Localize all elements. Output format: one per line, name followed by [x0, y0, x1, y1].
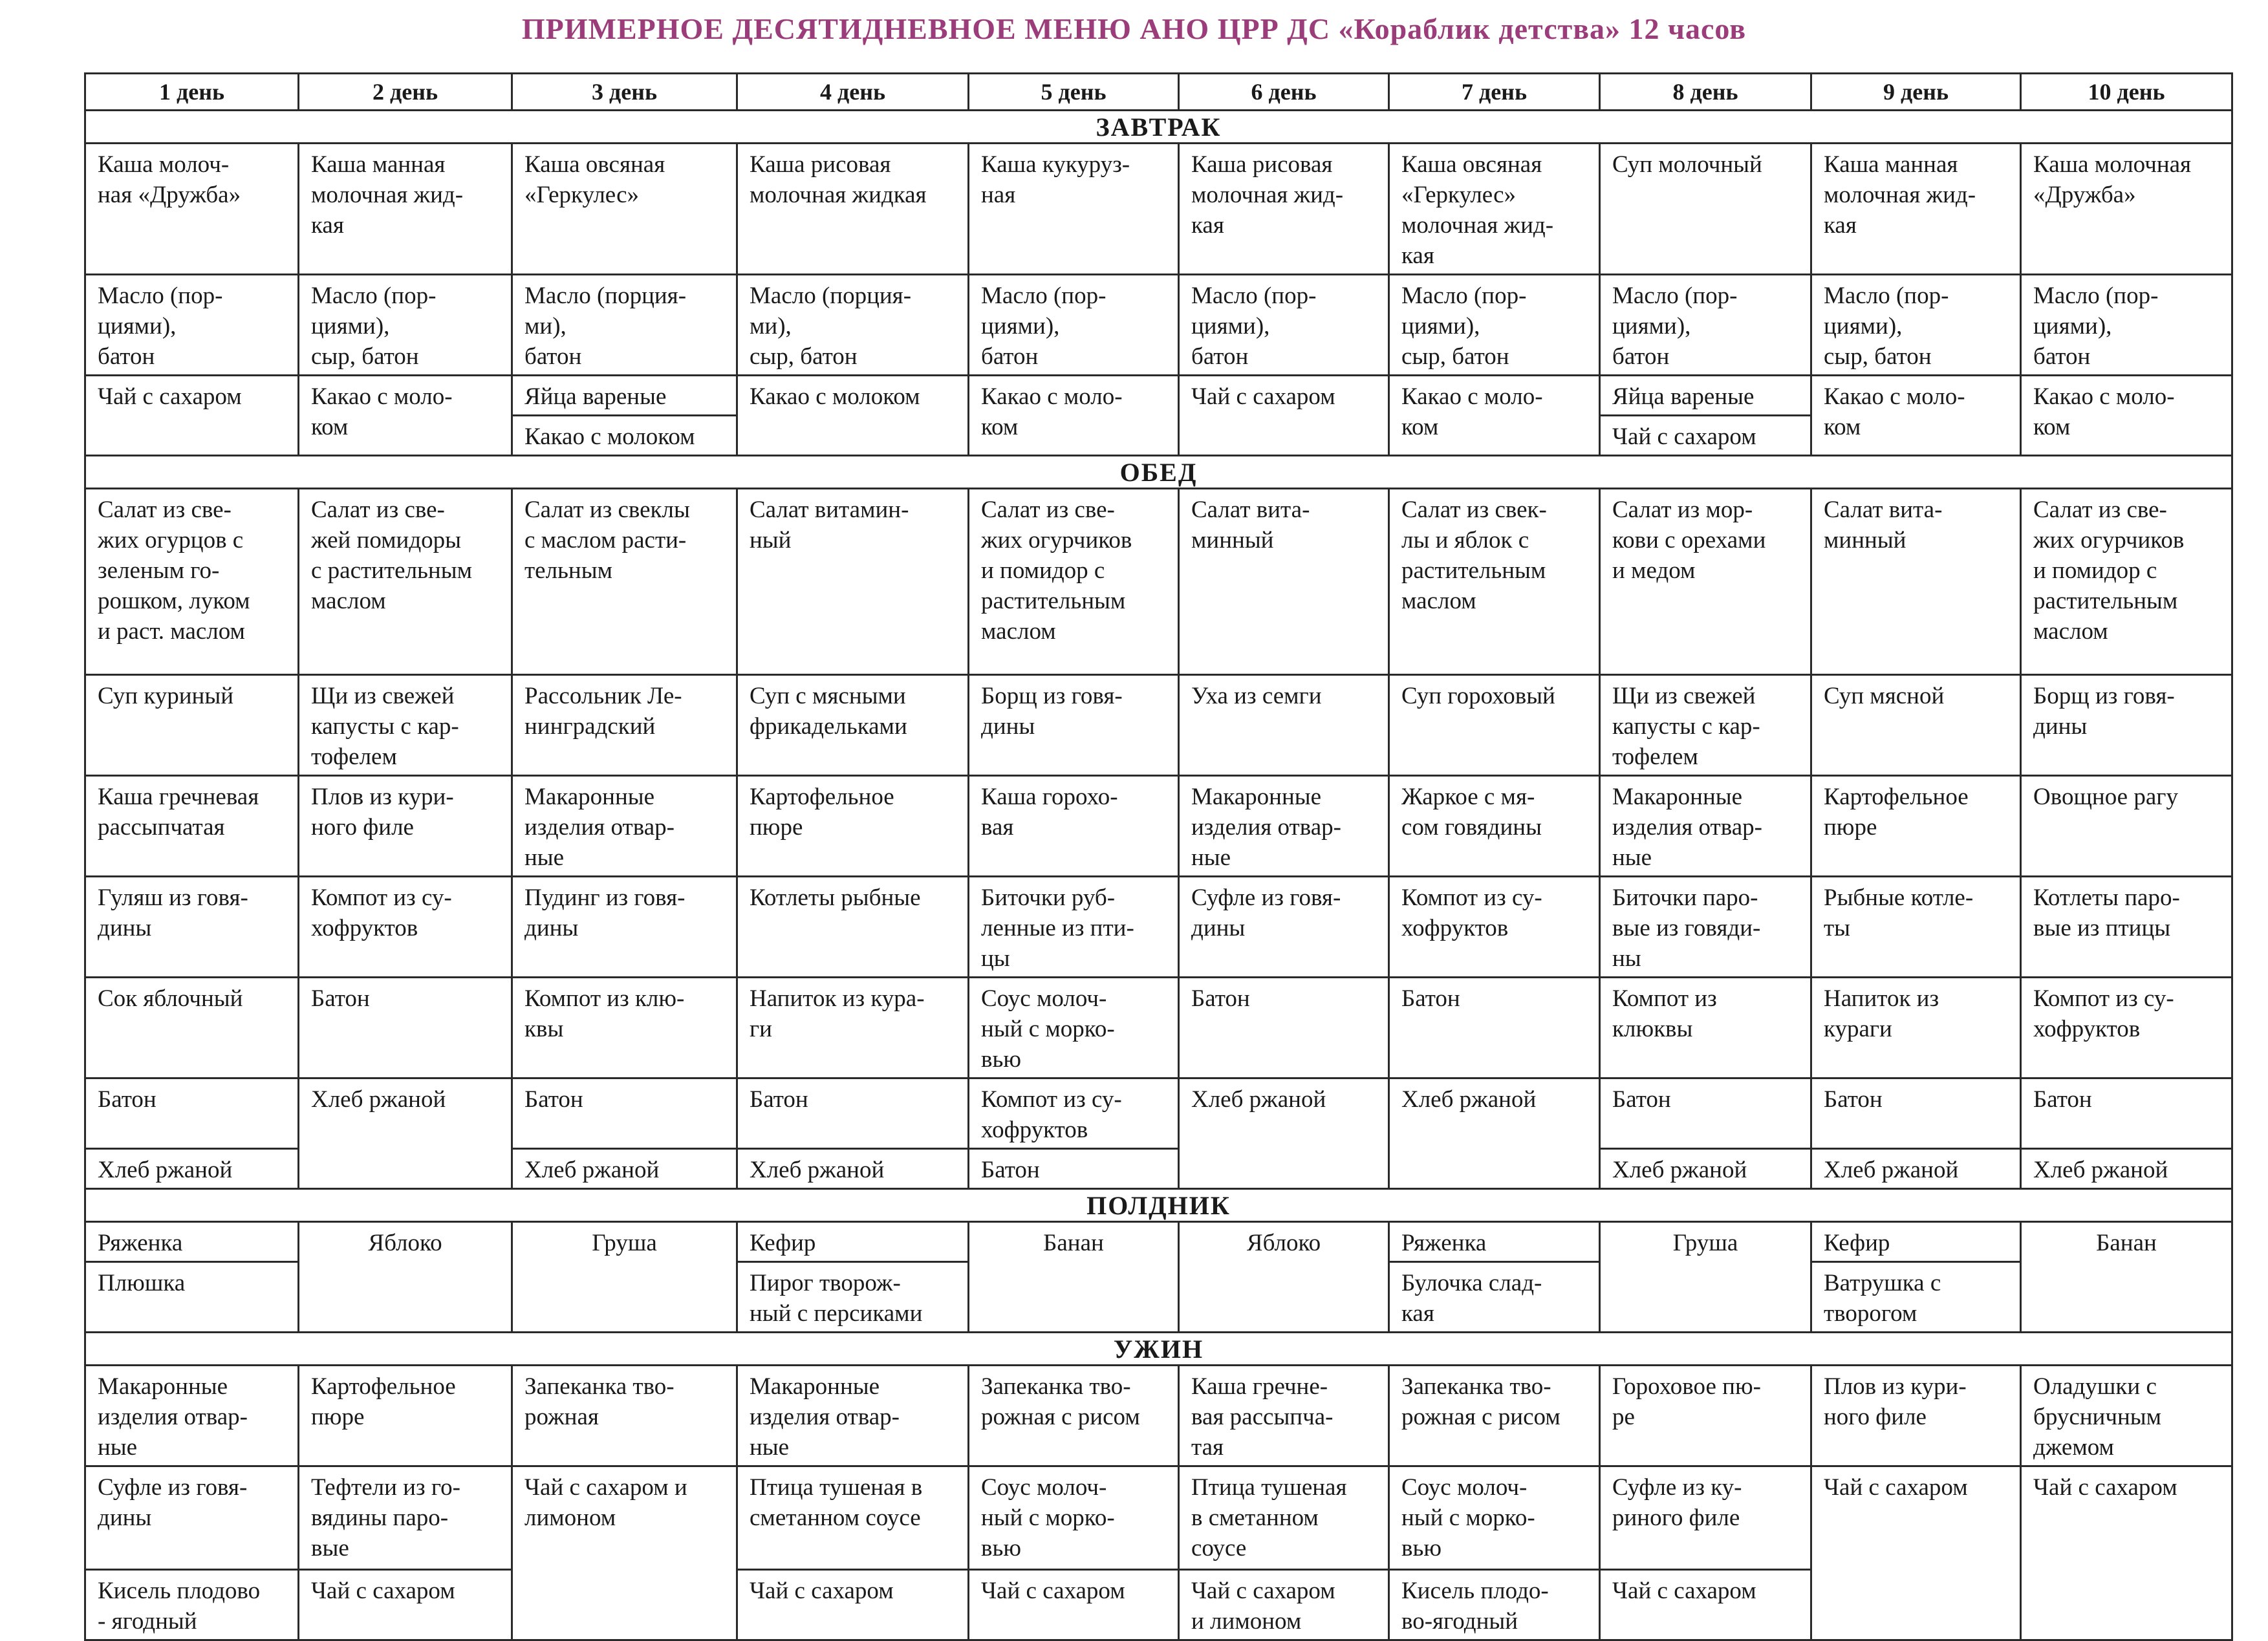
day-header: 3 день: [512, 74, 737, 111]
menu-cell: Чай с сахаром: [1600, 416, 1811, 456]
menu-cell: Кисель плодово - ягодный: [85, 1570, 299, 1640]
menu-cell: Чай с сахаром: [1179, 376, 1389, 456]
day-header: 7 день: [1389, 74, 1600, 111]
menu-cell: Батон: [299, 978, 512, 1078]
menu-cell: Щи из свежей капусты с кар- тофелем: [299, 675, 512, 776]
menu-cell: Чай с сахаром: [2021, 1466, 2232, 1640]
day-header: 2 день: [299, 74, 512, 111]
menu-cell: Птица тушеная в сметанном соусе: [1179, 1466, 1389, 1570]
menu-cell: Хлеб ржаной: [1389, 1078, 1600, 1189]
breakfast-butter-row: [85, 275, 2232, 376]
menu-cell: Картофельное пюре: [1811, 776, 2021, 877]
menu-cell: Салат витамин- ный: [737, 489, 969, 675]
menu-cell: Борщ из говя- дины: [969, 675, 1179, 776]
menu-cell: Суп молочный: [1600, 144, 1811, 275]
menu-cell: Напиток из кура- ги: [737, 978, 969, 1078]
menu-cell: Каша горохо- вая: [969, 776, 1179, 877]
lunch-drink-row: [85, 978, 2232, 1078]
menu-cell: Чай с сахаром: [1811, 1466, 2021, 1640]
menu-cell: Рассольник Ле- нинградский: [512, 675, 737, 776]
menu-cell: Батон: [1811, 1078, 2021, 1149]
menu-table: [84, 72, 2233, 1641]
menu-cell: Компот из су- хофруктов: [969, 1078, 1179, 1149]
menu-cell: Булочка слад- кая: [1389, 1262, 1600, 1333]
menu-cell: Макаронные изделия отвар- ные: [512, 776, 737, 877]
menu-cell: Суфле из говя- дины: [1179, 877, 1389, 978]
menu-cell: Салат из све- жей помидоры с растительным маслом: [299, 489, 512, 675]
menu-cell: Яйца вареные: [512, 376, 737, 416]
menu-cell: Каша гречневая рассыпчатая: [85, 776, 299, 877]
menu-cell: Каша овсяная «Геркулес» молочная жид- кая: [1389, 144, 1600, 275]
section-lunch: ОБЕД: [85, 456, 2232, 489]
menu-cell: Батон: [85, 1078, 299, 1149]
menu-cell: Хлеб ржаной: [299, 1078, 512, 1189]
menu-cell: Хлеб ржаной: [512, 1149, 737, 1189]
menu-cell: Компот из су- хофруктов: [299, 877, 512, 978]
menu-cell: Ряженка: [1389, 1222, 1600, 1262]
day-header: 1 день: [85, 74, 299, 111]
menu-cell: Макаронные изделия отвар- ные: [85, 1366, 299, 1466]
breakfast-drink-row-a: [85, 376, 2232, 416]
menu-cell: Чай с сахаром: [299, 1570, 512, 1640]
menu-cell: Салат из свек- лы и яблок с растительным маслом: [1389, 489, 1600, 675]
menu-cell: Каша молочная «Дружба»: [2021, 144, 2232, 275]
menu-cell: Соус молоч- ный с морко- вью: [969, 1466, 1179, 1570]
menu-cell: Плов из кури- ного филе: [1811, 1366, 2021, 1466]
menu-cell: Хлеб ржаной: [737, 1149, 969, 1189]
snack-row-a: [85, 1222, 2232, 1262]
menu-cell: Чай с сахаром: [969, 1570, 1179, 1640]
menu-cell: Яйца вареные: [1600, 376, 1811, 416]
menu-cell: Батон: [2021, 1078, 2232, 1149]
menu-cell: Батон: [1600, 1078, 1811, 1149]
menu-cell: Рыбные котле- ты: [1811, 877, 2021, 978]
menu-cell: Яблоко: [299, 1222, 512, 1333]
menu-cell: Какао с моло- ком: [299, 376, 512, 456]
dinner-second-row: [85, 1466, 2232, 1570]
menu-cell: Масло (порция- ми), сыр, батон: [737, 275, 969, 376]
menu-cell: Напиток из кураги: [1811, 978, 2021, 1078]
day-header: 5 день: [969, 74, 1179, 111]
menu-cell: Пудинг из говя- дины: [512, 877, 737, 978]
menu-cell: Ватрушка с творогом: [1811, 1262, 2021, 1333]
menu-cell: Батон: [1389, 978, 1600, 1078]
menu-cell: Уха из семги: [1179, 675, 1389, 776]
menu-cell: Масло (пор- циями), сыр, батон: [1811, 275, 2021, 376]
menu-cell: Масло (пор- циями), батон: [1600, 275, 1811, 376]
menu-cell: Запеканка тво- рожная с рисом: [969, 1366, 1179, 1466]
menu-cell: Салат из мор- кови с орехами и медом: [1600, 489, 1811, 675]
menu-cell: Салат из све- жих огурчиков и помидор с растительным маслом: [2021, 489, 2232, 675]
menu-cell: Салат вита- минный: [1179, 489, 1389, 675]
menu-cell: Биточки руб- ленные из пти- цы: [969, 877, 1179, 978]
menu-cell: Кисель плодо- во-ягодный: [1389, 1570, 1600, 1640]
page-title: ПРИМЕРНОЕ ДЕСЯТИДНЕВНОЕ МЕНЮ АНО ЦРР ДС «Кораблик детства» 12 часов: [521, 12, 1747, 45]
menu-cell: Запеканка тво- рожная с рисом: [1389, 1366, 1600, 1466]
menu-cell: Хлеб ржаной: [2021, 1149, 2232, 1189]
breakfast-porridge-row: [85, 144, 2232, 275]
lunch-soup-row: [85, 675, 2232, 776]
menu-cell: Чай с сахаром: [737, 1570, 969, 1640]
menu-cell: Какао с моло- ком: [1389, 376, 1600, 456]
menu-cell: Плюшка: [85, 1262, 299, 1333]
menu-cell: Хлеб ржаной: [1600, 1149, 1811, 1189]
section-breakfast: ЗАВТРАК: [85, 111, 2232, 144]
menu-cell: Салат из све- жих огурчиков и помидор с растительным маслом: [969, 489, 1179, 675]
menu-cell: Каша гречне- вая рассыпча- тая: [1179, 1366, 1389, 1466]
menu-cell: Картофельное пюре: [737, 776, 969, 877]
menu-cell: Суп с мясными фрикадельками: [737, 675, 969, 776]
menu-cell: Соус молоч- ный с морко- вью: [969, 978, 1179, 1078]
menu-cell: Компот из су- хофруктов: [1389, 877, 1600, 978]
menu-cell: Батон: [737, 1078, 969, 1149]
menu-cell: Хлеб ржаной: [85, 1149, 299, 1189]
menu-cell: Салат из све- жих огурцов с зеленым го- рошком, луком и раст. маслом: [85, 489, 299, 675]
lunch-side-row: [85, 776, 2232, 877]
menu-cell: Каша манная молочная жид- кая: [299, 144, 512, 275]
menu-cell: Банан: [969, 1222, 1179, 1333]
menu-cell: Котлеты паро- вые из птицы: [2021, 877, 2232, 978]
menu-cell: Батон: [1179, 978, 1389, 1078]
day-header: 6 день: [1179, 74, 1389, 111]
menu-cell: Суфле из говя- дины: [85, 1466, 299, 1570]
menu-cell: Масло (пор- циями), батон: [1179, 275, 1389, 376]
menu-cell: Ряженка: [85, 1222, 299, 1262]
menu-cell: Кефир: [1811, 1222, 2021, 1262]
menu-cell: Плов из кури- ного филе: [299, 776, 512, 877]
menu-cell: Суп мясной: [1811, 675, 2021, 776]
menu-cell: Биточки паро- вые из говяди- ны: [1600, 877, 1811, 978]
menu-cell: Гуляш из говя- дины: [85, 877, 299, 978]
menu-cell: Жаркое с мя- сом говядины: [1389, 776, 1600, 877]
menu-cell: Каша рисовая молочная жид- кая: [1179, 144, 1389, 275]
menu-cell: Какао с моло- ком: [969, 376, 1179, 456]
menu-cell: Батон: [969, 1149, 1179, 1189]
section-dinner: УЖИН: [85, 1333, 2232, 1366]
menu-cell: Каша овсяная «Геркулес»: [512, 144, 737, 275]
menu-cell: Макаронные изделия отвар- ные: [1179, 776, 1389, 877]
menu-cell: Масло (пор- циями), батон: [2021, 275, 2232, 376]
day-header-row: [85, 74, 2232, 111]
menu-cell: Суп куриный: [85, 675, 299, 776]
menu-cell: Чай с сахаром и лимоном: [512, 1466, 737, 1640]
section-snack: ПОЛДНИК: [85, 1189, 2232, 1222]
menu-cell: Какао с моло- ком: [2021, 376, 2232, 456]
lunch-bread-row: [85, 1078, 2232, 1149]
menu-cell: Овощное рагу: [2021, 776, 2232, 877]
menu-cell: Кефир: [737, 1222, 969, 1262]
menu-cell: Масло (пор- циями), сыр, батон: [299, 275, 512, 376]
menu-cell: Компот из су- хофруктов: [2021, 978, 2232, 1078]
menu-cell: Каша кукуруз- ная: [969, 144, 1179, 275]
menu-cell: Масло (пор- циями), батон: [85, 275, 299, 376]
menu-cell: Компот из клюквы: [1600, 978, 1811, 1078]
menu-cell: Компот из клю- квы: [512, 978, 737, 1078]
menu-cell: Макаронные изделия отвар- ные: [737, 1366, 969, 1466]
menu-cell: Суп гороховый: [1389, 675, 1600, 776]
menu-cell: Салат вита- минный: [1811, 489, 2021, 675]
menu-cell: Каша рисовая молочная жидкая: [737, 144, 969, 275]
menu-cell: Борщ из говя- дины: [2021, 675, 2232, 776]
menu-cell: Запеканка тво- рожная: [512, 1366, 737, 1466]
menu-cell: Гороховое пю- ре: [1600, 1366, 1811, 1466]
day-header: 8 день: [1600, 74, 1811, 111]
menu-cell: Оладушки с брусничным джемом: [2021, 1366, 2232, 1466]
menu-cell: Каша молоч- ная «Дружба»: [85, 144, 299, 275]
menu-cell: Котлеты рыбные: [737, 877, 969, 978]
menu-cell: Хлеб ржаной: [1179, 1078, 1389, 1189]
day-header: 4 день: [737, 74, 969, 111]
lunch-salad-row: [85, 489, 2232, 675]
menu-cell: Масло (пор- циями), сыр, батон: [1389, 275, 1600, 376]
menu-cell: Пирог творож- ный с персиками: [737, 1262, 969, 1333]
menu-cell: Какао с молоком: [737, 376, 969, 456]
day-header: 10 день: [2021, 74, 2232, 111]
menu-cell: Картофельное пюре: [299, 1366, 512, 1466]
menu-cell: Птица тушеная в сметанном соусе: [737, 1466, 969, 1570]
menu-cell: Груша: [1600, 1222, 1811, 1333]
menu-cell: Суфле из ку- риного филе: [1600, 1466, 1811, 1570]
menu-cell: Чай с сахаром и лимоном: [1179, 1570, 1389, 1640]
menu-cell: Щи из свежей капусты с кар- тофелем: [1600, 675, 1811, 776]
menu-cell: Какао с молоком: [512, 416, 737, 456]
menu-cell: Хлеб ржаной: [1811, 1149, 2021, 1189]
menu-cell: Макаронные изделия отвар- ные: [1600, 776, 1811, 877]
menu-cell: Яблоко: [1179, 1222, 1389, 1333]
menu-cell: Каша манная молочная жид- кая: [1811, 144, 2021, 275]
menu-cell: Груша: [512, 1222, 737, 1333]
lunch-main-row: [85, 877, 2232, 978]
dinner-main-row: [85, 1366, 2232, 1466]
menu-cell: Чай с сахаром: [1600, 1570, 1811, 1640]
menu-cell: Тефтели из го- вядины паро- вые: [299, 1466, 512, 1570]
menu-cell: Масло (порция- ми), батон: [512, 275, 737, 376]
menu-cell: Сок яблочный: [85, 978, 299, 1078]
menu-cell: Батон: [512, 1078, 737, 1149]
menu-cell: Салат из свеклы с маслом расти- тельным: [512, 489, 737, 675]
menu-cell: Масло (пор- циями), батон: [969, 275, 1179, 376]
day-header: 9 день: [1811, 74, 2021, 111]
menu-cell: Банан: [2021, 1222, 2232, 1333]
menu-cell: Какао с моло- ком: [1811, 376, 2021, 456]
menu-cell: Соус молоч- ный с морко- вью: [1389, 1466, 1600, 1570]
menu-cell: Чай с сахаром: [85, 376, 299, 456]
